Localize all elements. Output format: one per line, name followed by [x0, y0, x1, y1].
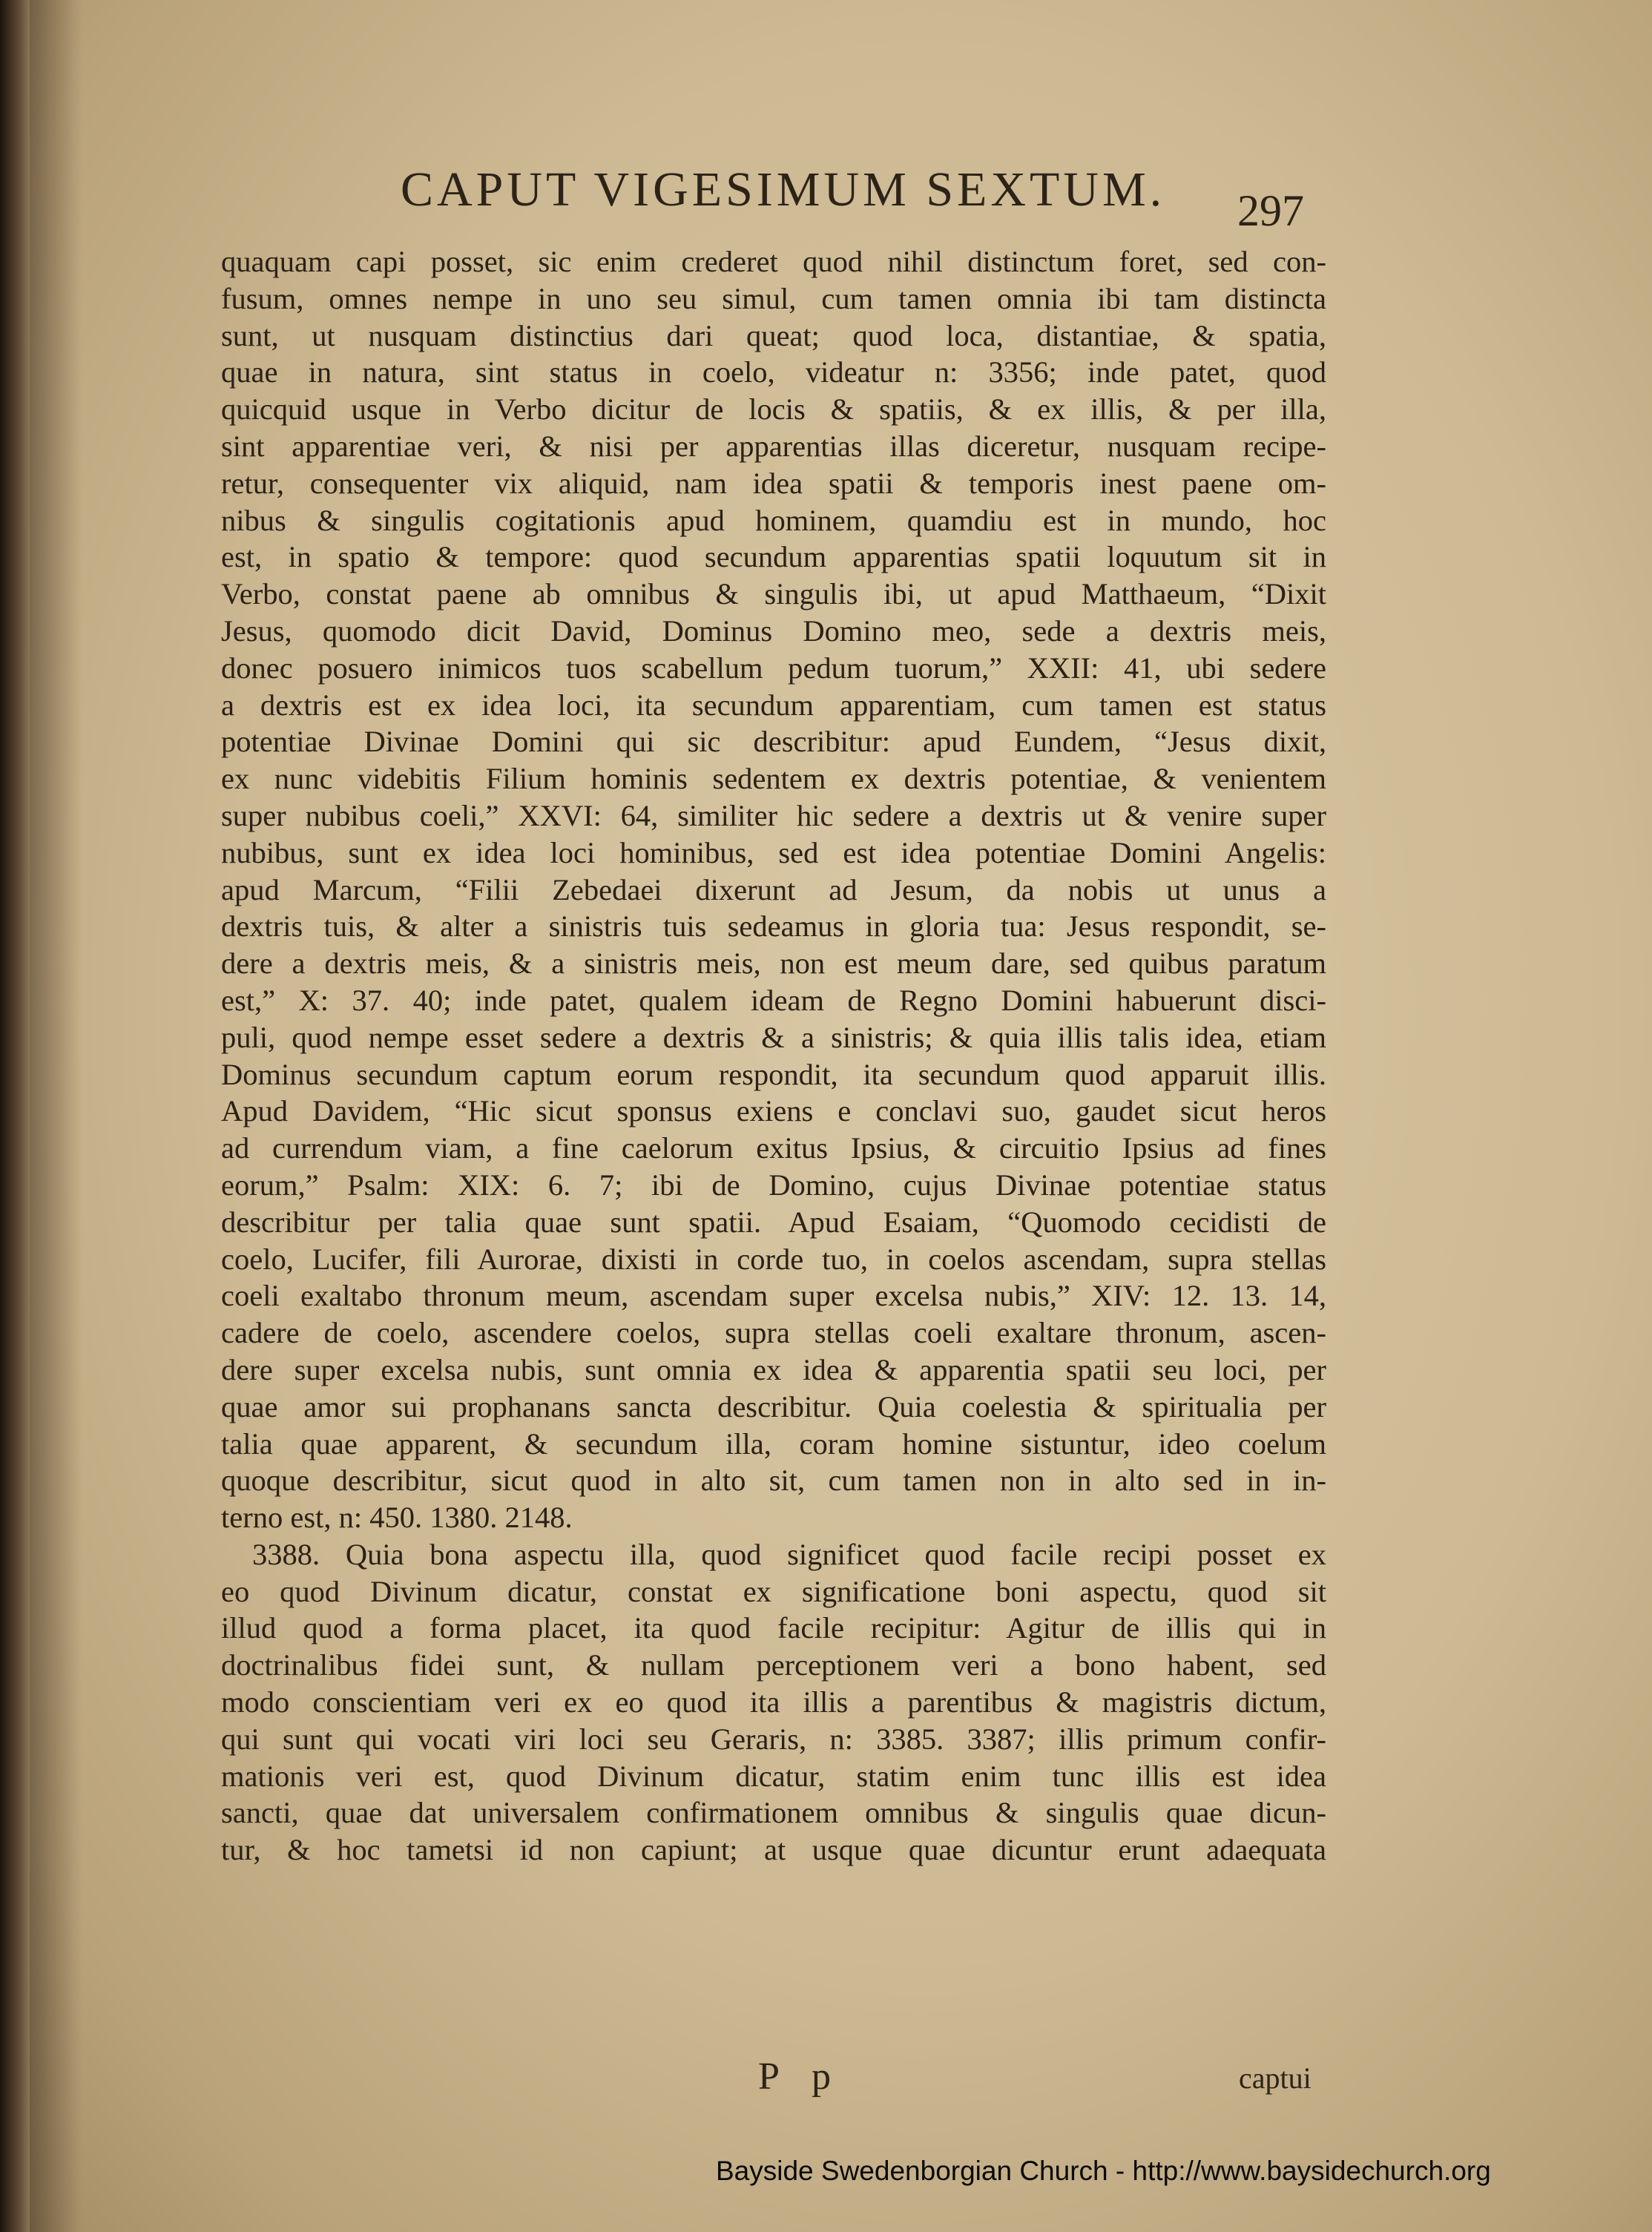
- text-line: quoque describitur, sicut quod in alto sit, cum tamen non in alto sed in in-: [221, 1464, 1326, 1498]
- signature-mark: P p: [758, 2055, 843, 2098]
- text-line: cadere de coelo, ascendere coelos, supra stellas coeli exaltare thronum, ascen-: [221, 1316, 1326, 1350]
- text-line: dere super excelsa nubis, sunt omnia ex idea & apparentia spatii seu loci, per: [221, 1352, 1326, 1386]
- text-line: puli, quod nempe esset sedere a dextris & a sinistris; & quia illis talis idea, etiam: [221, 1020, 1326, 1054]
- text-line: nibus & singulis cogitationis apud hominem, quamdiu est in mundo, hoc: [221, 503, 1326, 537]
- text-line: quaquam capi posset, sic enim crederet quod nihil distinctum foret, sed con-: [221, 245, 1326, 278]
- text-line: coeli exaltabo thronum meum, ascendam super excelsa nubis,” XIV: 12. 13. 14,: [221, 1279, 1326, 1313]
- text-line: tur, & hoc tametsi id non capiunt; at usque quae dicuntur erunt adaequata: [221, 1833, 1326, 1867]
- text-line: sunt, ut nusquam distinctius dari queat; quod loca, distantiae, & spatia,: [221, 318, 1326, 352]
- running-head: CAPUT VIGESIMUM SEXTUM.: [401, 162, 1166, 217]
- text-line: apud Marcum, “Filii Zebedaei dixerunt ad Jesum, da nobis ut unus a: [221, 872, 1326, 906]
- text-line: quicquid usque in Verbo dicitur de locis & spatiis, & ex illis, & per illa,: [221, 392, 1326, 427]
- body-text: [221, 243, 1326, 1869]
- text-line: eorum,” Psalm: XIX: 6. 7; ibi de Domino, cujus Divinae potentiae status: [221, 1168, 1326, 1202]
- text-line: Dominus secundum captum eorum respondit, ita secundum quod apparuit illis.: [221, 1057, 1326, 1091]
- text-line: ex nunc videbitis Filium hominis sedentem ex dextris potentiae, & venientem: [221, 762, 1326, 796]
- text-line: mationis veri est, quod Divinum dicatur, statim enim tunc illis est idea: [221, 1759, 1326, 1793]
- text-line: sint apparentiae veri, & nisi per apparentias illas diceretur, nusquam recipe-: [221, 429, 1326, 463]
- text-line: Apud Davidem, “Hic sicut sponsus exiens e conclavi suo, gaudet sicut heros: [221, 1094, 1326, 1128]
- text-line: fusum, omnes nempe in uno seu simul, cum tamen omnia ibi tam distincta: [221, 281, 1326, 315]
- text-line: talia quae apparent, & secundum illa, coram homine sistuntur, ideo coelum: [221, 1426, 1326, 1461]
- text-line: est, in spatio & tempore: quod secundum apparentias spatii loquutum sit in: [221, 540, 1326, 574]
- text-line: coelo, Lucifer, fili Aurorae, dixisti in corde tuo, in coelos ascendam, supra stellas: [221, 1242, 1326, 1276]
- text-line: nubibus, sunt ex idea loci hominibus, sed est idea potentiae Domini Angelis:: [221, 835, 1326, 869]
- watermark-credit: Bayside Swedenborgian Church - http://www.baysidechurch.org: [716, 2156, 1491, 2186]
- text-line: describitur per talia quae sunt spatii. Apud Esaiam, “Quomodo cecidisti de: [221, 1205, 1326, 1239]
- text-line: terno est, n: 450. 1380. 2148.: [221, 1501, 573, 1535]
- text-line: eo quod Divinum dicatur, constat ex significatione boni aspectu, quod sit: [221, 1574, 1326, 1608]
- text-line: modo conscientiam veri ex eo quod ita illis a parentibus & magistris dictum,: [221, 1685, 1326, 1719]
- text-line: ad currendum viam, a fine caelorum exitus Ipsius, & circuitio Ipsius ad fines: [221, 1131, 1326, 1165]
- text-line: dere a dextris meis, & a sinistris meis, non est meum dare, sed quibus paratum: [221, 947, 1326, 981]
- text-line: quae amor sui prophanans sancta describitur. Quia coelestia & spiritualia per: [221, 1389, 1326, 1423]
- catchword: captui: [1239, 2061, 1312, 2095]
- text-line: qui sunt qui vocati viri loci seu Geraris, n: 3385. 3387; illis primum confir-: [221, 1722, 1326, 1756]
- text-line: doctrinalibus fidei sunt, & nullam perceptionem veri a bono habent, sed: [221, 1648, 1326, 1682]
- text-line: Verbo, constat paene ab omnibus & singulis ibi, ut apud Matthaeum, “Dixit: [221, 577, 1326, 611]
- text-line: potentiae Divinae Domini qui sic describitur: apud Eundem, “Jesus dixit,: [221, 725, 1326, 759]
- page-number: 297: [1237, 186, 1304, 235]
- text-line: est,” X: 37. 40; inde patet, qualem ideam de Regno Domini habuerunt disci-: [221, 983, 1326, 1017]
- text-line: illud quod a forma placet, ita quod facile recipitur: Agitur de illis qui in: [221, 1611, 1326, 1645]
- text-line: quae in natura, sint status in coelo, videatur n: 3356; inde patet, quod: [221, 355, 1326, 389]
- text-line: a dextris est ex idea loci, ita secundum apparentiam, cum tamen est status: [221, 688, 1326, 722]
- facing-page-edge: [0, 0, 30, 2232]
- gutter-shadow: [30, 0, 82, 2232]
- text-line: super nubibus coeli,” XXVI: 64, similiter hic sedere a dextris ut & venire super: [221, 798, 1326, 832]
- text-line: sancti, quae dat universalem confirmationem omnibus & singulis quae dicun-: [221, 1796, 1326, 1830]
- text-line: donec posuero inimicos tuos scabellum pedum tuorum,” XXII: 41, ubi sedere: [221, 651, 1326, 685]
- text-line: retur, consequenter vix aliquid, nam idea spatii & temporis inest paene om-: [221, 466, 1326, 500]
- text-line: dextris tuis, & alter a sinistris tuis sedeamus in gloria tua: Jesus respondit, se-: [221, 909, 1326, 944]
- text-line: Jesus, quomodo dicit David, Dominus Domino meo, sede a dextris meis,: [221, 613, 1326, 648]
- paragraph-start-line: 3388. Quia bona aspectu illa, quod significet quod facile recipi posset ex: [252, 1537, 1326, 1571]
